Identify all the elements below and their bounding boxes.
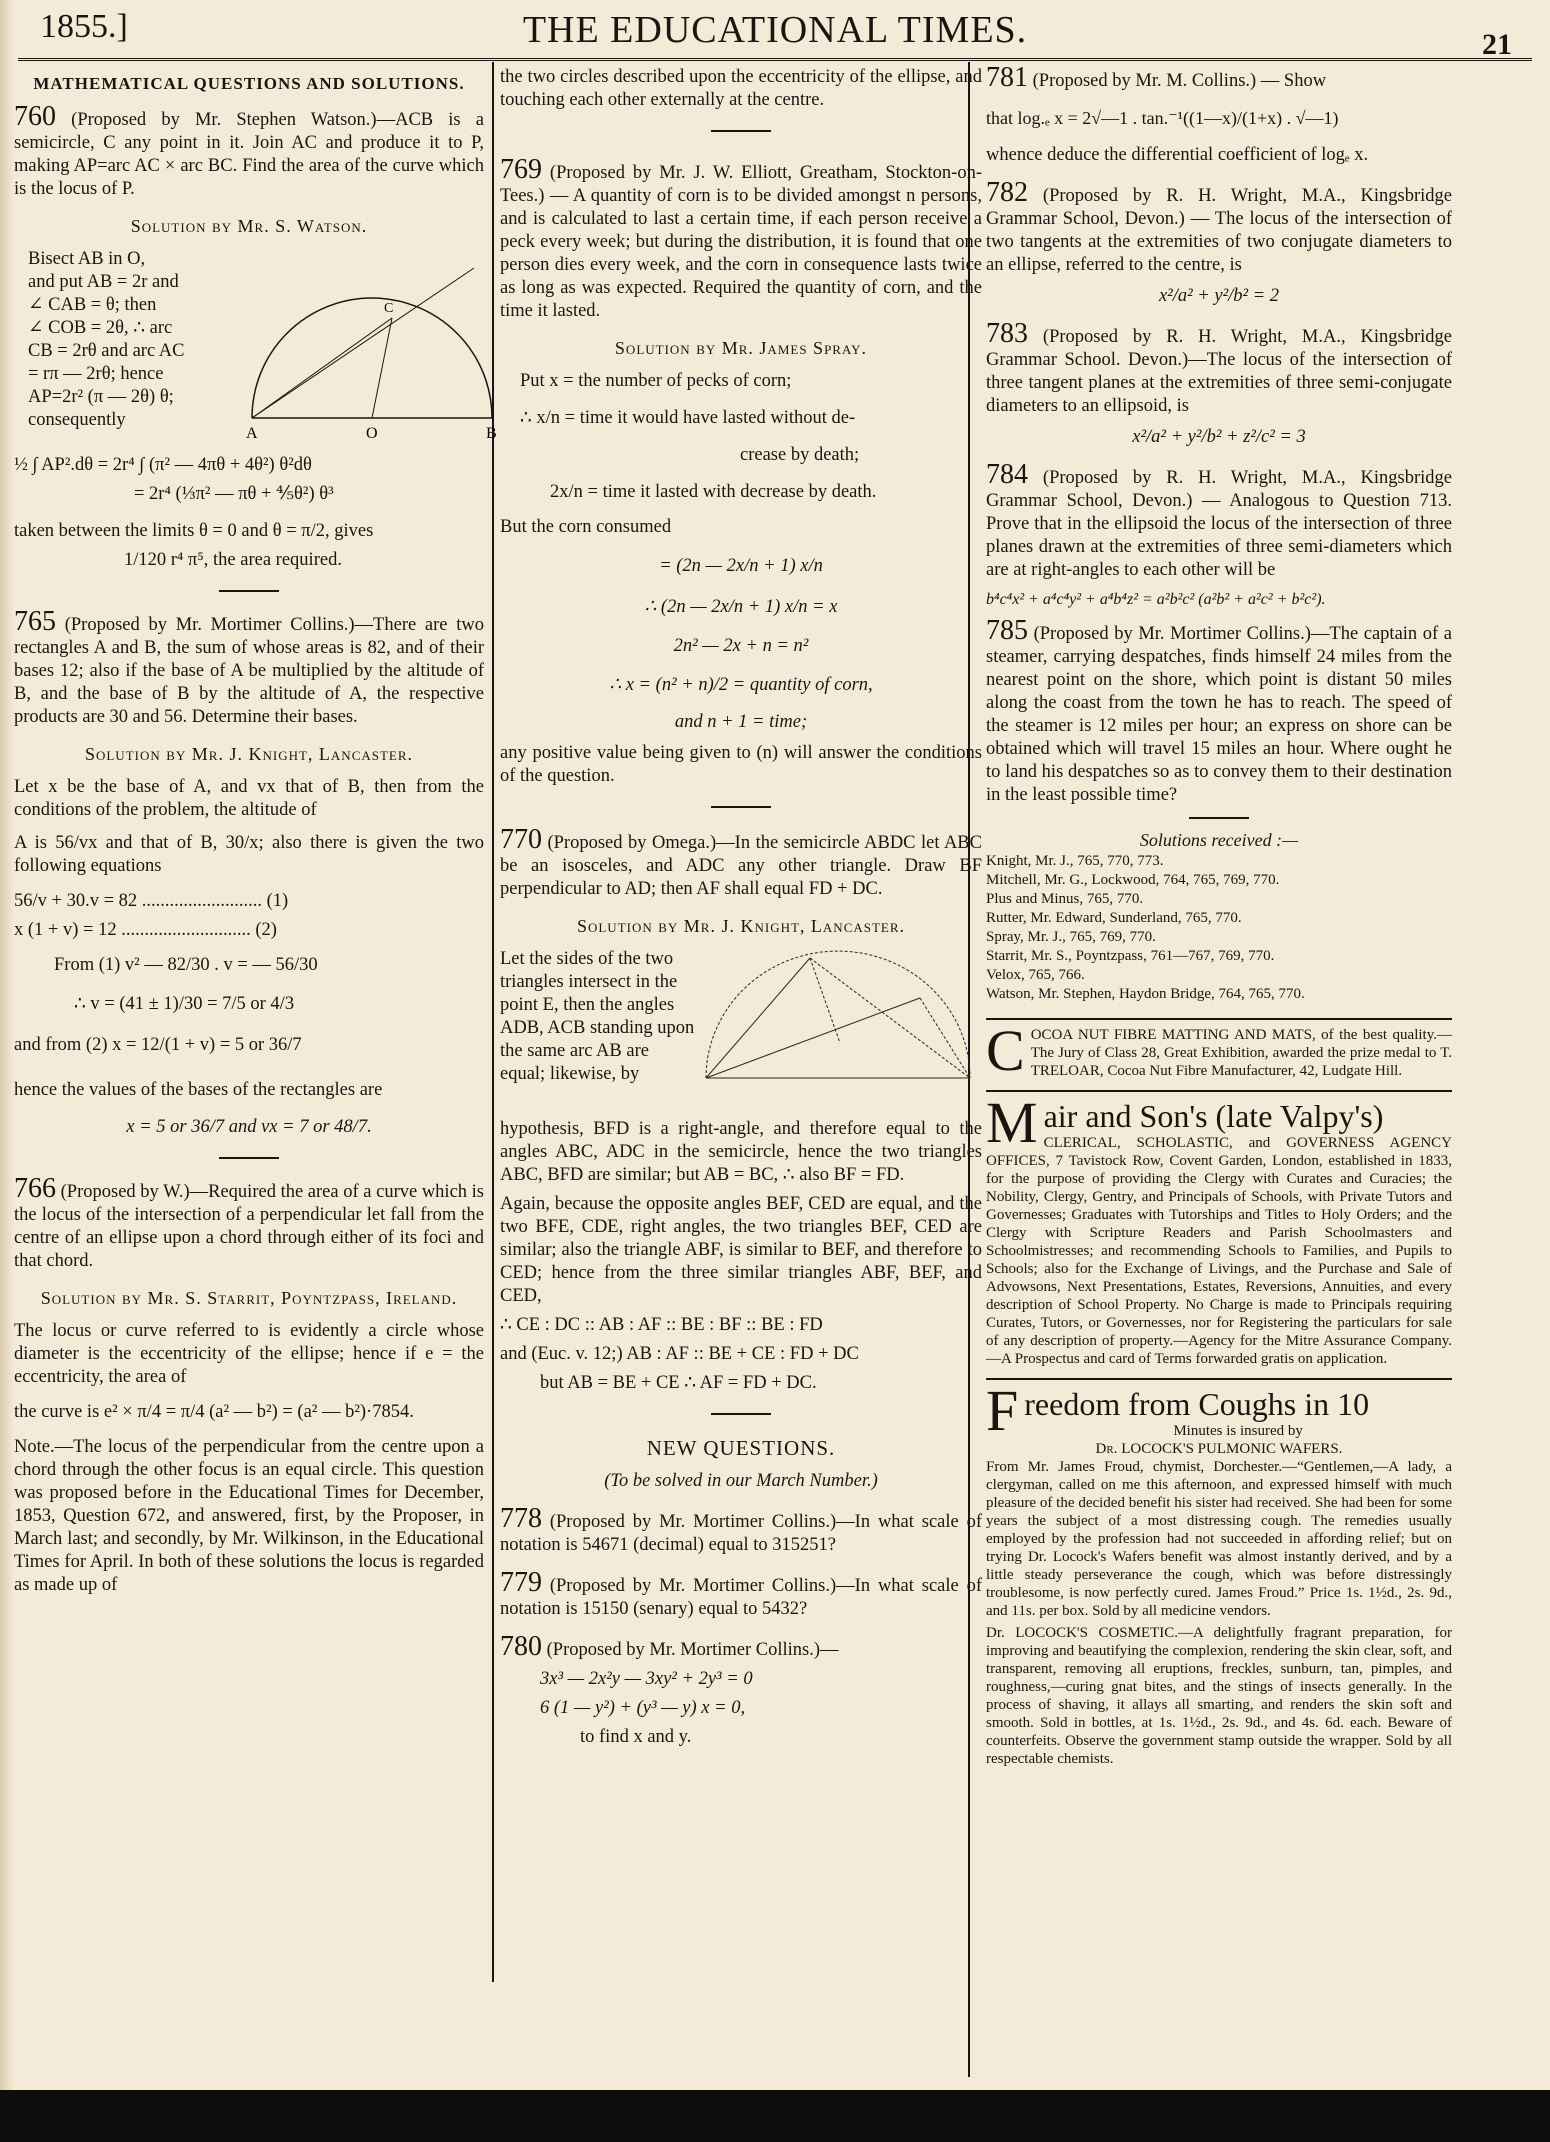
semicircle-triangles-figure	[700, 948, 980, 1118]
question-765	[14, 606, 484, 729]
new-questions-subheading: (To be solved in our March Number.)	[604, 1471, 878, 1491]
column-3	[986, 62, 1452, 1976]
equation: ∴ (2n — 2x/n + 1) x/n = x	[644, 597, 838, 617]
setup-line: consequently	[28, 410, 126, 430]
separator	[219, 590, 279, 592]
equation: ∴ x = (n² + n)/2 = quantity of corn,	[609, 675, 873, 695]
label-a: A	[246, 425, 258, 442]
q760-setup-block	[14, 248, 497, 448]
line-oc	[372, 318, 392, 418]
equation: ½ ∫ AP².dθ = 2r⁴ ∫ (π² — 4πθ + 4θ²) θ²dθ	[14, 455, 312, 475]
question-769	[500, 154, 982, 323]
equation: ∴ CE : DC :: AB : AF :: BE : BF :: BE : FD	[500, 1315, 823, 1335]
question-760	[14, 101, 484, 201]
semicircle-arc	[252, 298, 492, 418]
solutions-received-list	[986, 852, 1452, 1004]
ad-text: From Mr. James Froud, chymist, Dorchester.—“Gentlemen,—A lady, a clergyman, called on me this afternoon, and expressed himself with much pleasure of the decided benefit his sister had received. She had been for some years the subject of a most distressing cough. The remedies usually employed by the profession had not succeeded in affording relief; but on trying Dr. Locock's Wafers benefit was almost instantly derived, and by a little steady perseverance the cough, which was before distressingly troublesome, is now perfectly cured. James Froud.” Price 1s. 1½d., 2s. 9d., and 11s. per box. Sold by all medicine vendors.	[986, 1459, 1452, 1619]
q770-block	[500, 948, 982, 1118]
question-782	[986, 177, 1452, 277]
question-781	[986, 62, 1452, 93]
separator	[1189, 817, 1249, 819]
solution-heading: Solution by Mr. S. Watson.	[130, 216, 368, 236]
drop-cap: M	[986, 1090, 1038, 1155]
equation: Put x = the number of pecks of corn;	[520, 371, 792, 391]
solution-heading: Solution by Mr. J. Knight, Lancaster.	[84, 744, 414, 764]
equation: b⁴c⁴x² + a⁴c⁴y² + a⁴b⁴z² = a²b²c² (a²b² + a²c² + b²c²).	[986, 591, 1326, 608]
question-text: (Proposed by Omega.)—In the semicircle ABDC let ABC be an isosceles, and ADC any other triangle. Draw BF perpendicular to AD; then AF shall equal FD + DC.	[500, 833, 982, 899]
drop-cap: F	[986, 1378, 1019, 1443]
line-ap	[252, 268, 474, 418]
advertisement-locock-wafers	[986, 1378, 1452, 1768]
equation: 6 (1 — y²) + (y³ — y) x = 0,	[540, 1698, 746, 1718]
separator	[219, 1157, 279, 1159]
equation: 2x/n = time it lasted with decrease by death.	[550, 482, 877, 502]
question-780	[500, 1631, 982, 1662]
question-number: 766	[14, 1173, 56, 1204]
question-text: (Proposed by Mr. Stephen Watson.)—ACB is a semicircle, C any point in it. Join AC and produce it to P, making AP=arc AC × arc BC. Find the area of the curve which is the locus of P.	[14, 110, 484, 199]
paragraph: Again, because the opposite angles BEF, CED are equal, and the two BFE, CDE, right angles, the two triangles BEF, CED are similar; also the triangle ABF, is similar to BEF, and therefore to CED; hence from the three similar triangles ABF, BEF, and CED,	[500, 1194, 982, 1306]
question-number: 778	[500, 1503, 542, 1534]
ad-text: OCOA NUT FIBRE MATTING AND MATS, of the best quality.—The Jury of Class 28, Great Exhibition, awarded the prize medal to T. TRELOAR, Cocoa Nut Fibre Manufacturer, 42, Ludgate Hill.	[1030, 1027, 1452, 1079]
ad-title: air and Son's (late Valpy's)	[1043, 1098, 1384, 1134]
question-number: 784	[986, 459, 1028, 490]
equation: But the corn consumed	[500, 517, 672, 537]
header-year: 1855.]	[40, 8, 128, 45]
question-text: (Proposed by Mr. Mortimer Collins.)—In what scale of notation is 15150 (senary) equal to 5432?	[500, 1576, 982, 1619]
scan-bottom-edge	[0, 2090, 1550, 2142]
equation: From (1) v² — 82/30 . v = — 56/30	[54, 955, 318, 975]
paragraph: the two circles described upon the eccentricity of the ellipse, and touching each other externally at the centre.	[500, 67, 982, 110]
received-entry: Watson, Mr. Stephen, Haydon Bridge, 764, 765, 770.	[986, 986, 1305, 1002]
question-number: 783	[986, 318, 1028, 349]
paragraph: Let the sides of the two triangles intersect in the point E, then the angles ADB, ACB standing upon the same arc AB are equal; likewise, by	[500, 949, 695, 1084]
equation: 3x³ — 2x²y — 3xy² + 2y³ = 0	[540, 1669, 753, 1689]
setup-line: CB = 2rθ and arc AC	[28, 341, 185, 361]
semicircle-figure	[234, 268, 497, 448]
received-entry: Starrit, Mr. S., Poyntzpass, 761—767, 769, 770.	[986, 948, 1275, 964]
question-779	[500, 1567, 982, 1621]
note-paragraph: Note.—The locus of the perpendicular from the centre upon a chord through the other focus is an equal circle. This question was proposed before in the Educational Times for December, 1853, Question 672, and answered, first, by the Proposer, in March last; and secondly, by Mr. Wilkinson, in the Educational Times for April. In both of these solutions the locus is regarded as made up of	[14, 1437, 484, 1595]
question-text: (Proposed by Mr. J. W. Elliott, Greatham, Stockton-on-Tees.) — A quantity of corn is to be divided amongst n persons, and is calculated to last a certain time, if each person receive a peck every week; but during the distribution, it is found that one person dies every week, and the corn in consequence lasts twice as long as was expected. Required the quantity of corn, and the time it lasted.	[500, 163, 982, 321]
question-text: (Proposed by W.)—Required the area of a curve which is the locus of the intersection of a perpendicular let fall from the centre of an ellipse upon a chord through either of its foci and that chord.	[14, 1182, 485, 1271]
ad-text-2: Dr. LOCOCK'S COSMETIC.—A delightfully fragrant preparation, for improving and beautifying the complexion, rendering the skin clear, soft, and transparent, removing all eruptions, freckles, sunburn, tan, pimples, and roughness,—curing gnat bites, and the stings of insects generally. In the process of shaving, it allays all smarting, and renders the skin soft and smooth. Sold in bottles, at 1s. 1½d., 2s. 9d., and 4s. 6d. each. Beware of counterfeits. Observe the government stamp outside the wrapper. Sold by all respectable chemists.	[986, 1625, 1452, 1767]
question-text: (Proposed by Mr. Mortimer Collins.)—In what scale of notation is 54671 (decimal) equal to 315251?	[500, 1512, 982, 1555]
separator	[711, 130, 771, 132]
setup-line: ∠ COB = 2θ, ∴ arc	[28, 318, 173, 338]
line-bc	[810, 958, 970, 1078]
line-bf	[810, 958, 840, 1043]
question-number: 769	[500, 154, 542, 185]
equation: and n + 1 = time;	[674, 712, 808, 732]
setup-line: AP=2r² (π — 2θ) θ;	[28, 387, 174, 407]
equation: x (1 + v) = 12 ............................ (2)	[14, 920, 277, 940]
solution-heading: Solution by Mr. J. Knight, Lancaster.	[576, 916, 906, 936]
paragraph: 1/120 r⁴ π⁵, the area required.	[124, 550, 342, 570]
question-number: 785	[986, 615, 1028, 646]
ad-title: reedom from Coughs in 10	[1024, 1386, 1370, 1422]
question-number: 770	[500, 824, 542, 855]
question-text: (Proposed by Mr. Mortimer Collins.)—The captain of a steamer, carrying despatches, finds himself 24 miles from the nearest point on the shore, which point is distant 50 miles along the coast from the town he has to reach. The speed of the steamer is 12 miles per hour; an express on shore can be obtained which will travel 15 miles an hour. Where ought he to land his despatches so as to convey them to their destination in the least possible time?	[986, 624, 1452, 805]
paragraph: Let x be the base of A, and vx that of B, then from the conditions of the problem, the altitude of	[14, 777, 484, 820]
question-number: 782	[986, 177, 1028, 208]
received-entry: Spray, Mr. J., 765, 769, 770.	[986, 929, 1156, 945]
question-770	[500, 824, 982, 901]
equation: = (2n — 2x/n + 1) x/n	[659, 556, 823, 576]
paragraph: A is 56/vx and that of B, 30/x; also there is given the two following equations	[14, 833, 484, 876]
equation: and from (2) x = 12/(1 + v) = 5 or 36/7	[14, 1035, 302, 1055]
equation: 2n² — 2x + n = n²	[673, 636, 809, 656]
paragraph: taken between the limits θ = 0 and θ = π/2, gives	[14, 521, 374, 541]
label-c: C	[384, 301, 394, 316]
ad-text: CLERICAL, SCHOLASTIC, and GOVERNESS AGENCY OFFICES, 7 Tavistock Row, Covent Garden, London, established in 1833, for the purpose of providing the Clergy with Curates and Curacies; the Nobility, Clergy, Gentry, and Principals of Schools, with Private Tutors and Governesses; Graduates with Tutorships and Titles to Holy Orders; and the Clergy with Scripture Readers and Parish Schoolmasters and Schoolmistresses; and recommending Schools to Families, and Pupils to Schools; also for the Exchange of Livings, and the Purchase and Sale of Advowsons, Next Presentations, Estates, Reversions, Annuities, and every description of School Property. No Charge is made to Principals requiring Curates, Tutors, or Governesses, nor for Registering the particulars for sale of any description of property.—Agency for the Mitre Assurance Company.—A Prospectus and card of Terms forwarded gratis on application.	[986, 1135, 1452, 1367]
setup-line: Bisect AB in O,	[28, 249, 146, 269]
page-number: 21	[1482, 28, 1512, 61]
semicircle-arc	[706, 951, 970, 1078]
received-entry: Plus and Minus, 765, 770.	[986, 891, 1144, 907]
page-header	[22, 6, 1528, 62]
line-ad	[706, 998, 920, 1078]
equation: x²/a² + y²/b² = 2	[1158, 286, 1280, 306]
paragraph: hypothesis, BFD is a right-angle, and therefore equal to the angles ABC, ADC in the semicircle, hence the two triangles ABC, BFD are similar; but AB = BC, ∴ also BF = FD.	[500, 1119, 982, 1185]
solutions-received-title: Solutions received :—	[1139, 830, 1299, 850]
advertisement-cocoa-nut	[986, 1018, 1452, 1083]
separator	[711, 806, 771, 808]
q760-setup	[28, 248, 258, 432]
line-dc	[920, 998, 970, 1078]
received-entry: Mitchell, Mr. G., Lockwood, 764, 765, 769, 770.	[986, 872, 1280, 888]
question-number: 765	[14, 606, 56, 637]
question-785	[986, 615, 1452, 807]
equation: the curve is e² × π/4 = π/4 (a² — b²) = (a² — b²)·7854.	[14, 1402, 414, 1422]
equation: 56/v + 30.v = 82 .......................... (1)	[14, 891, 289, 911]
question-number: 780	[500, 1631, 542, 1662]
setup-line: and put AB = 2r and	[28, 272, 179, 292]
drop-cap: C	[986, 1018, 1025, 1083]
column-2	[500, 66, 982, 1976]
ad-subtitle-2: Dr. LOCOCK'S PULMONIC WAFERS.	[1095, 1441, 1343, 1457]
ad-subtitle: Minutes is insured by	[1173, 1423, 1303, 1439]
question-text: (Proposed by R. H. Wright, M.A., Kingsbridge Grammar School, Devon.) — Analogous to Question 713. Prove that in the ellipsoid the locus of the intersection of three planes drawn at the extremities of three semi-diameters which are at right-angles to each other will be	[986, 468, 1452, 580]
header-rule	[18, 58, 1532, 61]
paragraph: hence the values of the bases of the rectangles are	[14, 1080, 383, 1100]
received-entry: Knight, Mr. J., 765, 770, 773.	[986, 853, 1164, 869]
question-text: (Proposed by R. H. Wright, M.A., Kingsbridge Grammar School. Devon.)—The locus of the intersection of three tangent planes at the extremities of three semi-conjugate diameters to an ellipsoid, is	[986, 327, 1452, 416]
question-766	[14, 1173, 485, 1273]
question-number: 760	[14, 101, 56, 132]
equation: to find x and y.	[580, 1727, 692, 1747]
equation: ∴ v = (41 ± 1)/30 = 7/5 or 4/3	[74, 994, 295, 1014]
setup-line: = rπ — 2rθ; hence	[28, 364, 164, 384]
setup-line: ∠ CAB = θ; then	[28, 295, 157, 315]
header-title: THE EDUCATIONAL TIMES.	[522, 9, 1028, 51]
label-o: O	[366, 425, 378, 442]
paragraph: The locus or curve referred to is evidently a circle whose diameter is the eccentricity of the ellipse; hence if e = the eccentricity, the area of	[14, 1321, 484, 1387]
equation: that log.ₑ x = 2√—1 . tan.⁻¹((1—x)/(1+x) . √—1)	[986, 108, 1339, 128]
equation: ∴ x/n = time it would have lasted without de-	[520, 408, 856, 428]
label-b: B	[486, 425, 497, 442]
received-entry: Rutter, Mr. Edward, Sunderland, 765, 770.	[986, 910, 1242, 926]
question-text: (Proposed by Mr. Mortimer Collins.)—	[546, 1640, 839, 1660]
section-heading: MATHEMATICAL QUESTIONS AND SOLUTIONS.	[33, 74, 465, 93]
question-text: (Proposed by Mr. Mortimer Collins.)—There are two rectangles A and B, the sum of whose areas is 82, and of their bases 12; also if the base of A be multiplied by the altitude of B, and the base of B by the altitude of A, the respective products are 30 and 56. Determine their bases.	[14, 615, 484, 727]
question-778	[500, 1503, 982, 1557]
advertisement-mair-and-son	[986, 1090, 1452, 1368]
solution-heading: Solution by Mr. S. Starrit, Poyntzpass, Ireland.	[40, 1288, 458, 1308]
equation: x = 5 or 36/7 and vx = 7 or 48/7.	[126, 1117, 372, 1137]
question-784	[986, 459, 1452, 582]
equation: crease by death;	[740, 445, 860, 465]
paragraph: whence deduce the differential coefficient of logₑ x.	[986, 145, 1369, 165]
received-entry: Velox, 765, 766.	[986, 967, 1085, 983]
equation: x²/a² + y²/b² + z²/c² = 3	[1132, 427, 1306, 447]
line-ac	[252, 318, 392, 418]
equation: but AB = BE + CE ∴ AF = FD + DC.	[540, 1373, 817, 1393]
question-text: (Proposed by R. H. Wright, M.A., Kingsbridge Grammar School, Devon.) — The locus of the intersection of two tangents at the extremities of two conjugate diameters to an ellipse, referred to the centre, is	[986, 186, 1452, 275]
page-fold-shadow	[0, 0, 14, 2090]
question-text: (Proposed by Mr. M. Collins.) — Show	[1032, 71, 1327, 91]
equation: and (Euc. v. 12;) AB : AF :: BE + CE : FD + DC	[500, 1344, 859, 1364]
equation: = 2r⁴ (⅓π² — πθ + ⅘θ²) θ³	[134, 484, 334, 504]
column-1	[14, 66, 497, 1976]
question-783	[986, 318, 1452, 418]
paragraph: any positive value being given to (n) will answer the conditions of the question.	[500, 743, 982, 786]
question-number: 781	[986, 62, 1028, 93]
solution-heading: Solution by Mr. James Spray.	[614, 338, 868, 358]
separator	[711, 1413, 771, 1415]
new-questions-heading: NEW QUESTIONS.	[646, 1436, 836, 1460]
question-number: 779	[500, 1567, 542, 1598]
